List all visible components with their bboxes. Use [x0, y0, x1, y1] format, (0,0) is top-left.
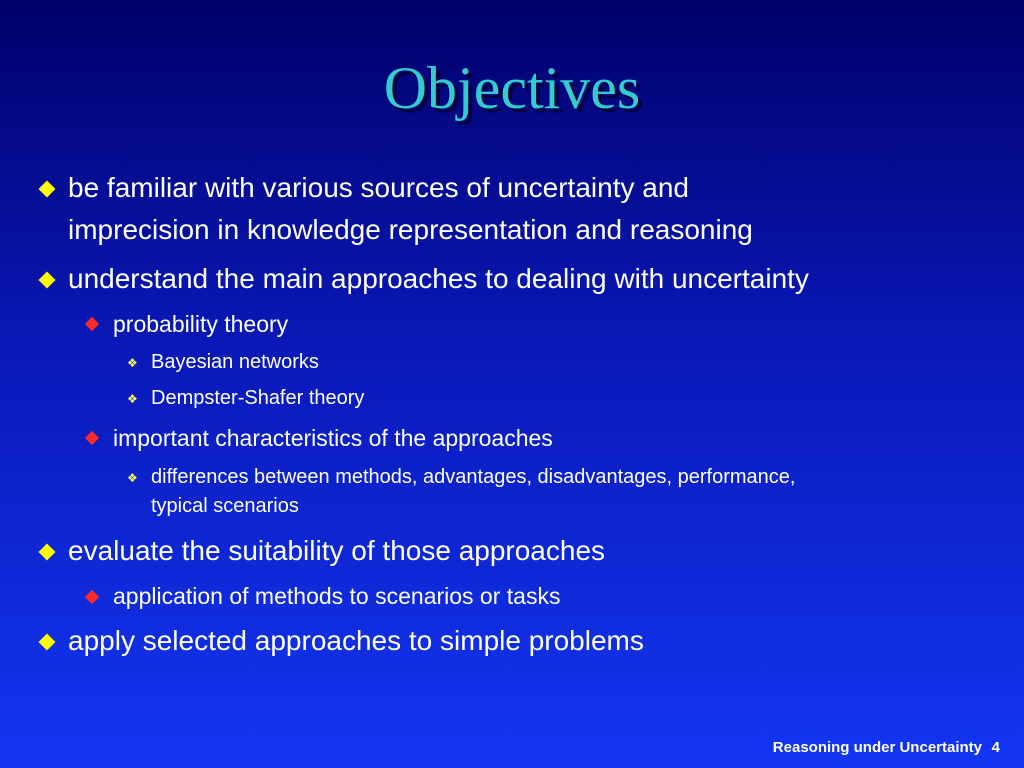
sub-sub-bullet-item [151, 463, 795, 491]
bullet-item [68, 623, 644, 659]
red-diamond-icon [85, 590, 99, 604]
page-number: 4 [991, 739, 1000, 756]
sub-sub-bullet-item [151, 348, 319, 376]
yellow-diamond-icon [39, 272, 56, 289]
sub-sub-bullet-item [151, 384, 364, 412]
bullet-item [68, 170, 689, 206]
sub-bullet-item [113, 423, 553, 453]
red-diamond-icon [85, 431, 99, 445]
four-point-star-icon: ❖ [127, 356, 138, 370]
sub-bullet-item [113, 581, 560, 611]
four-point-star-icon: ❖ [127, 392, 138, 406]
sub-sub-bullet-text: differences between methods, advantages, disadvantages, performance, [151, 466, 796, 488]
bullet-text: apply selected approaches to simple problems [68, 625, 644, 656]
bullet-text: imprecision in knowledge representation and reasoning [68, 214, 753, 245]
footer-title: Reasoning under Uncertainty [772, 739, 982, 756]
yellow-diamond-icon [39, 181, 56, 198]
sub-sub-bullet-text: typical scenarios [151, 495, 299, 517]
slide-title: Objectives [383, 55, 641, 121]
sub-sub-bullet-text: Dempster-Shafer theory [151, 387, 365, 409]
sub-bullet-item [113, 309, 288, 339]
sub-bullet-text: application of methods to scenarios or tasks [113, 583, 561, 609]
sub-bullet-text: important characteristics of the approaches [113, 425, 553, 451]
bullet-item [68, 261, 809, 297]
bullet-text: understand the main approaches to dealing with uncertainty [68, 263, 809, 294]
red-diamond-icon [85, 317, 99, 331]
bullet-text: evaluate the suitability of those approaches [68, 535, 606, 566]
bullet-text: be familiar with various sources of uncertainty and [68, 172, 689, 203]
yellow-diamond-icon [39, 634, 56, 651]
bullet-item [68, 533, 605, 569]
four-point-star-icon: ❖ [127, 471, 138, 485]
sub-sub-bullet-text: Bayesian networks [151, 351, 319, 373]
sub-bullet-text: probability theory [113, 311, 289, 337]
sub-sub-bullet-continuation [151, 492, 299, 520]
bullet-item-continuation [68, 212, 753, 248]
yellow-diamond-icon [39, 544, 56, 561]
